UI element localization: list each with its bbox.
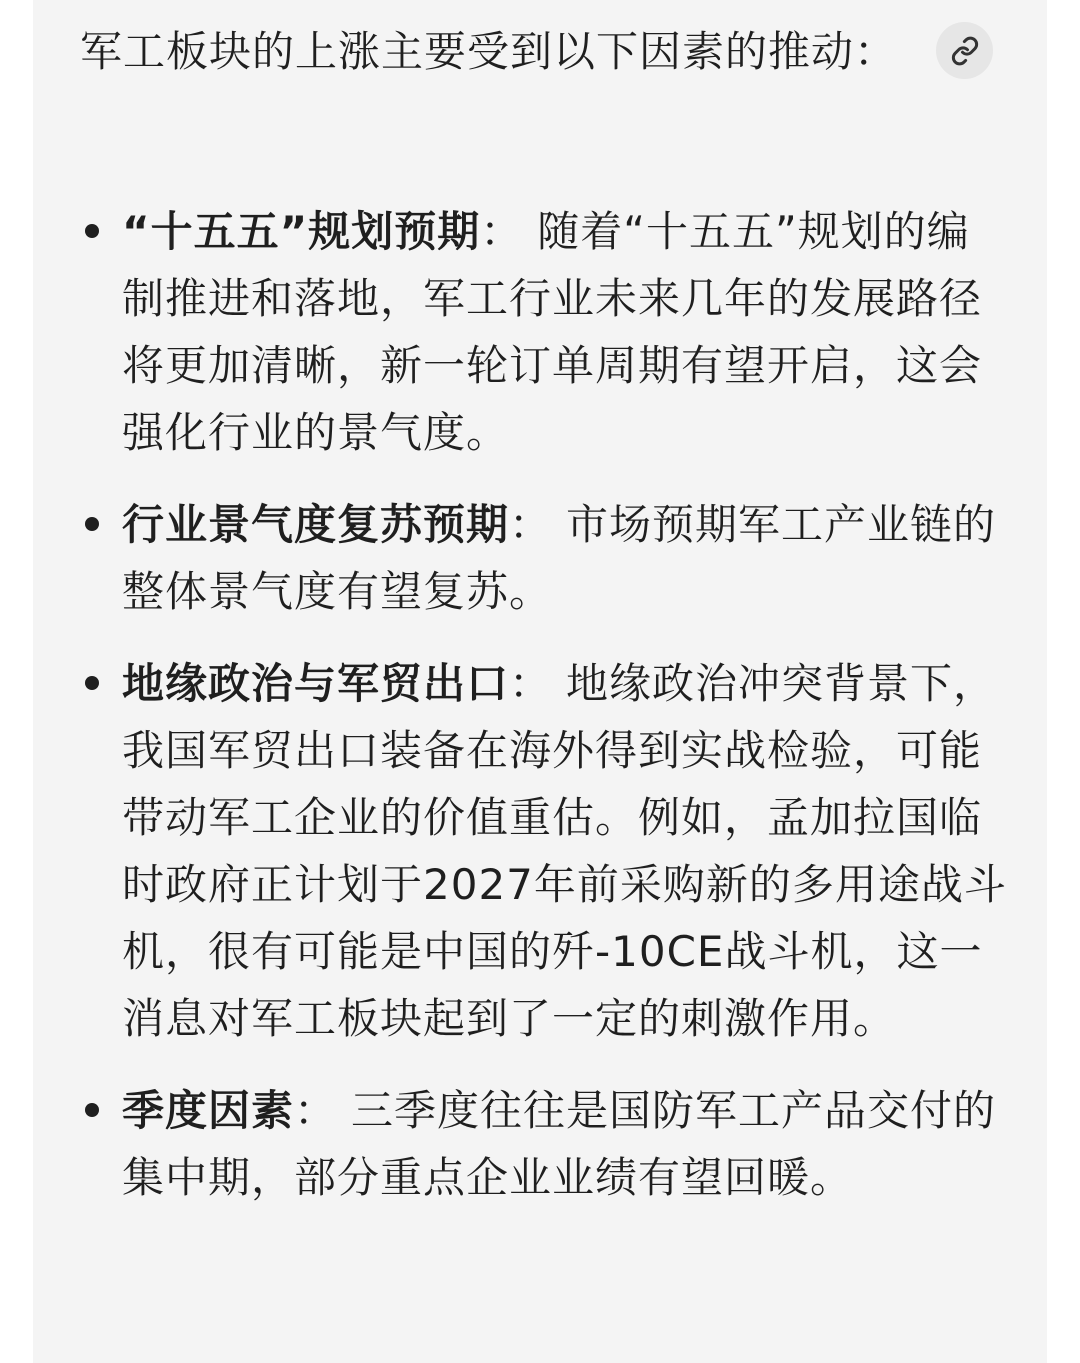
factor-term: “十五五”规划预期: [122, 207, 481, 256]
factor-description: 三季度往往是国防军工产品交付的集中期，部分重点企业业绩有望回暖。: [122, 1086, 997, 1202]
factor-list: [33, 198, 1047, 1236]
list-item: [33, 198, 1047, 466]
list-item: [33, 1077, 1047, 1211]
factor-term: 行业景气度复苏预期: [122, 500, 510, 549]
factor-description: 随着“十五五”规划的编制推进和落地，军工行业未来几年的发展路径将更加清晰，新一轮订单周期有望开启，这会强化行业的景气度。: [122, 207, 983, 457]
factor-separator: ：: [480, 207, 524, 256]
factor-separator: ：: [294, 1086, 338, 1135]
link-icon: [950, 36, 980, 66]
link-button[interactable]: [936, 22, 993, 79]
bullet: [85, 1103, 99, 1117]
bullet: [85, 517, 99, 531]
message-card: [33, 0, 1047, 1363]
bullet: [85, 224, 99, 238]
list-item: [33, 491, 1047, 625]
factor-term: 季度因素: [122, 1086, 295, 1135]
intro-text: 军工板块的上涨主要受到以下因素的推动：: [80, 27, 898, 76]
factor-description: 市场预期军工产业链的整体景气度有望复苏。: [122, 500, 997, 616]
bullet: [85, 676, 99, 690]
factor-description: 地缘政治冲突背景下，我国军贸出口装备在海外得到实战检验，可能带动军工企业的价值重估。例如，孟加拉国临时政府正计划于2027年前采购新的多用途战斗机，很有可能是中国的歼-10CE战斗机，这一消息对军工板块起到了一定的刺激作用。: [122, 659, 1007, 1043]
factor-separator: ：: [509, 659, 553, 708]
list-item: [33, 650, 1047, 1052]
factor-separator: ：: [509, 500, 553, 549]
factor-term: 地缘政治与军贸出口: [122, 659, 510, 708]
